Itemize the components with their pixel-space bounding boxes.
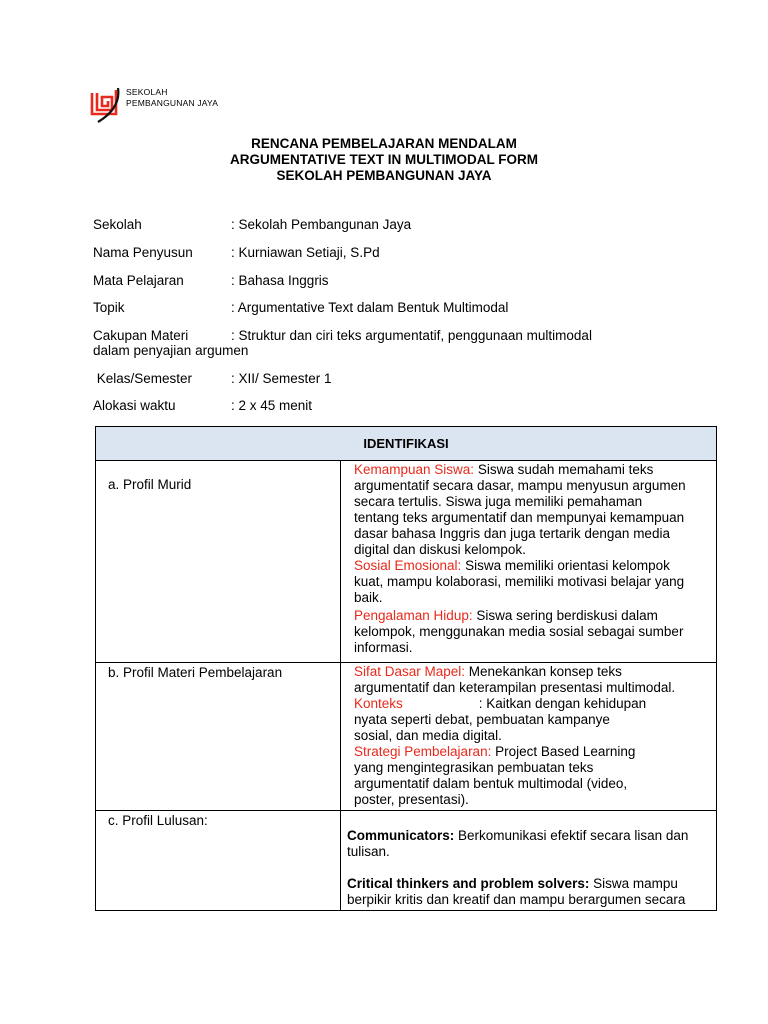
- content-item: [354, 558, 710, 574]
- item-text: yang mengintegrasikan pembuatan teks: [354, 760, 594, 775]
- item-text: Siswa sudah memahami teks: [474, 462, 654, 477]
- item-text: Siswa mampu: [589, 876, 678, 891]
- info-label: Nama Penyusun: [93, 245, 193, 260]
- item-key: Communicators:: [347, 828, 455, 843]
- item-text: secara tertulis. Siswa juga memiliki pemahaman: [354, 494, 643, 509]
- item-text: Siswa sering berdiskusi dalam: [472, 608, 658, 623]
- row-label: b. Profil Materi Pembelajaran: [96, 663, 341, 811]
- item-key: Kemampuan Siswa:: [354, 462, 475, 477]
- info-label: Sekolah: [93, 217, 142, 232]
- info-label: Mata Pelajaran: [93, 273, 184, 288]
- title-line-3: SEKOLAH PEMBANGUNAN JAYA: [276, 168, 492, 183]
- logo-line-2: PEMBANGUNAN JAYA: [126, 98, 219, 108]
- row-label: a. Profil Murid: [96, 461, 341, 663]
- table-row-profil-murid: [96, 461, 717, 663]
- item-text: argumentatif secara dasar, mampu menyusun argumen: [354, 478, 686, 493]
- item-key: Sosial Emosional:: [354, 558, 462, 573]
- item-key: Pengalaman Hidup:: [354, 608, 473, 623]
- item-text: Menekankan konsep teks: [465, 664, 622, 679]
- item-text: argumentatif dan keterampilan presentasi multimodal.: [354, 680, 676, 695]
- row-content: [341, 811, 717, 911]
- logo-line-1: SEKOLAH: [126, 87, 168, 97]
- info-value: : Struktur dan ciri teks argumentatif, penggunaan multimodal: [231, 328, 592, 343]
- content-item: [354, 696, 710, 712]
- item-text: tentang teks argumentatif dan mempunyai kemampuan: [354, 510, 685, 525]
- info-label: Alokasi waktu: [93, 398, 176, 413]
- info-value: : Argumentative Text dalam Bentuk Multimodal: [231, 300, 509, 315]
- info-label: Kelas/Semester: [93, 371, 193, 386]
- content-item: [354, 608, 710, 624]
- item-key: Critical thinkers and problem solvers:: [347, 876, 590, 891]
- content-item: [347, 828, 712, 844]
- title-line-2: ARGUMENTATIVE TEXT IN MULTIMODAL FORM: [230, 152, 538, 167]
- item-text: kuat, mampu kolaborasi, memiliki motivasi belajar yang: [354, 574, 685, 589]
- info-value: : Kurniawan Setiaji, S.Pd: [231, 245, 380, 260]
- title-line-1: RENCANA PEMBELAJARAN MENDALAM: [251, 136, 517, 151]
- school-logo: [90, 84, 230, 124]
- row-content: [341, 663, 717, 811]
- row-content: [341, 461, 717, 663]
- content-item: [354, 744, 710, 760]
- item-text: argumentatif dalam bentuk multimodal (video,: [354, 776, 628, 791]
- logo-mark-icon: [90, 84, 122, 124]
- item-text: digital dan diskusi kelompok.: [354, 542, 526, 557]
- document-title: [0, 136, 768, 184]
- item-text: baik.: [354, 590, 383, 605]
- item-text: poster, presentasi).: [354, 792, 469, 807]
- info-value: : XII/ Semester 1: [231, 371, 332, 386]
- item-key: Sifat Dasar Mapel:: [354, 664, 466, 679]
- identifikasi-table: [95, 426, 717, 911]
- item-text: Project Based Learning: [491, 744, 636, 759]
- item-text: tulisan.: [347, 844, 390, 859]
- info-value: : Sekolah Pembangunan Jaya: [231, 217, 412, 232]
- item-text: Siswa memiliki orientasi kelompok: [461, 558, 670, 573]
- item-text: kelompok, menggunakan media sosial sebagai sumber: [354, 624, 684, 639]
- item-key: Strategi Pembelajaran:: [354, 744, 492, 759]
- item-text: berpikir kritis dan kreatif dan mampu berargumen secara: [347, 892, 686, 907]
- row-label: c. Profil Lulusan:: [96, 811, 341, 911]
- item-text: dasar bahasa Inggris dan juga tertarik dengan media: [354, 526, 670, 541]
- info-value: : 2 x 45 menit: [231, 398, 313, 413]
- item-text: nyata seperti debat, pembuatan kampanye: [354, 712, 610, 727]
- info-value-continuation: dalam penyajian argumen: [93, 343, 249, 358]
- content-item: [354, 462, 710, 478]
- item-text: : Kaitkan dengan kehidupan: [478, 696, 647, 711]
- content-item: [347, 876, 712, 892]
- item-text: Berkomunikasi efektif secara lisan dan: [454, 828, 689, 843]
- info-value: : Bahasa Inggris: [231, 273, 329, 288]
- info-label: Cakupan Materi: [93, 328, 189, 343]
- info-label: Topik: [93, 300, 125, 315]
- table-row-profil-materi: [96, 663, 717, 811]
- content-item: [354, 664, 710, 680]
- item-text: sosial, dan media digital.: [354, 728, 502, 743]
- table-header: IDENTIFIKASI: [96, 427, 717, 461]
- item-key: Konteks: [354, 696, 403, 711]
- item-text: informasi.: [354, 640, 413, 655]
- table-row-profil-lulusan: [96, 811, 717, 911]
